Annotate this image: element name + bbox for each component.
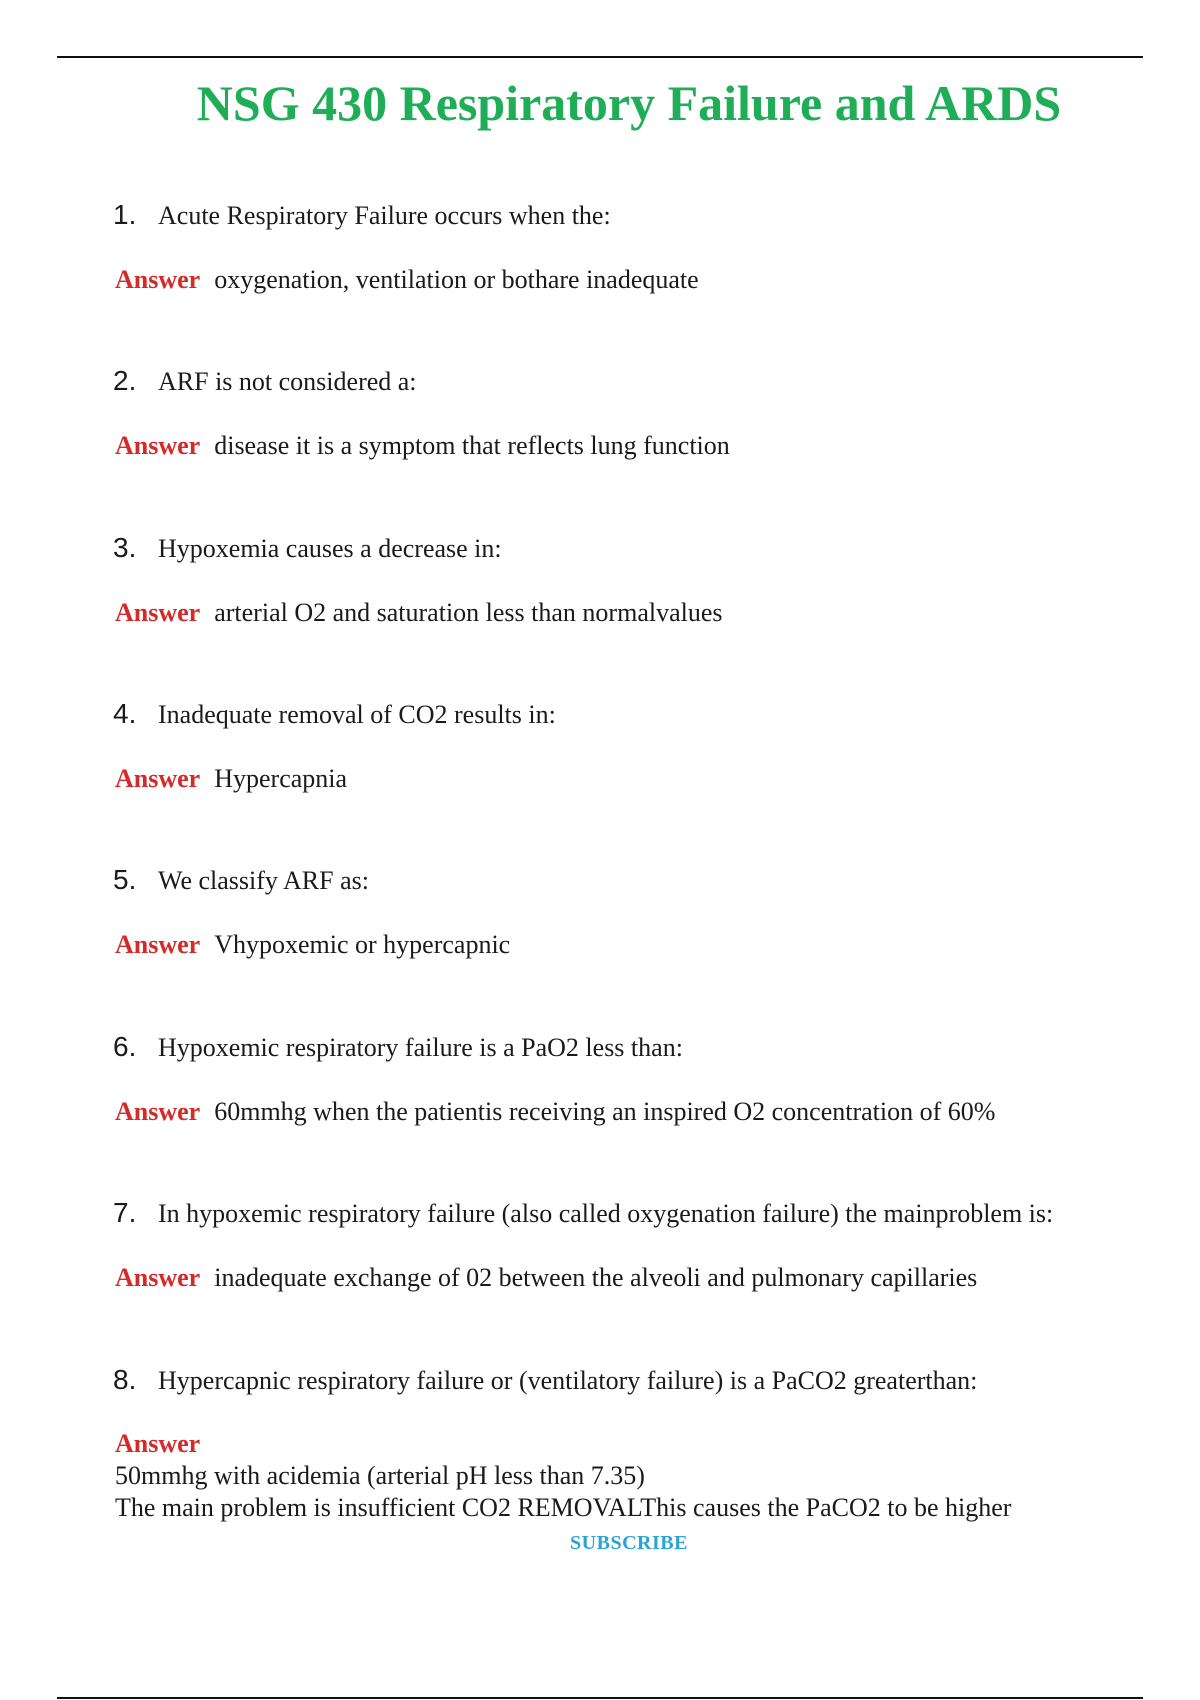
answer-label: Answer [115, 1429, 201, 1458]
question-text: Hypercapnic respiratory failure or (ventilatory failure) is a PaCO2 greaterthan: [158, 1366, 978, 1395]
question-number: 4. [113, 698, 137, 729]
question [113, 531, 502, 566]
answer-text: inadequate exchange of 02 between the alveoli and pulmonary capillaries [214, 1263, 978, 1292]
question [113, 198, 611, 233]
document-title: NSG 430 Respiratory Failure and ARDS [196, 75, 1062, 131]
answer-text: Vhypoxemic or hypercapnic [214, 930, 511, 959]
answer-label: Answer [115, 1263, 201, 1292]
question-text: Hypoxemic respiratory failure is a PaO2 less than: [158, 1033, 683, 1062]
question-number: 2. [113, 365, 137, 396]
question-number: 1. [113, 199, 137, 230]
question [113, 863, 369, 898]
answer-label: Answer [115, 598, 201, 627]
answer-label: Answer [115, 431, 201, 460]
question-number: 3. [113, 532, 137, 563]
answer [115, 762, 347, 796]
answer-text-line: The main problem is insufficient CO2 REMOVALThis causes the PaCO2 to be higher [115, 1493, 1012, 1522]
bottom-divider [57, 1697, 1143, 1699]
answer [115, 263, 699, 297]
question-number: 5. [113, 864, 137, 895]
question-text: Acute Respiratory Failure occurs when the: [158, 201, 611, 230]
answer [115, 1095, 995, 1129]
answer [115, 1428, 1011, 1524]
question [113, 1363, 977, 1398]
answer-label: Answer [115, 764, 201, 793]
question [113, 1030, 683, 1065]
question [113, 1196, 1053, 1231]
answer-text: disease it is a symptom that reflects lung function [214, 431, 730, 460]
answer-label: Answer [115, 1097, 201, 1126]
question-number: 6. [113, 1031, 137, 1062]
question-text: Inadequate removal of CO2 results in: [158, 700, 556, 729]
answer-text: oxygenation, ventilation or bothare inadequate [214, 265, 699, 294]
question-text: We classify ARF as: [158, 866, 369, 895]
answer-label: Answer [115, 265, 201, 294]
answer-text: arterial O2 and saturation less than normalvalues [214, 598, 723, 627]
question [113, 697, 556, 732]
answer [115, 928, 510, 962]
subscribe-link[interactable]: SUBSCRIBE [570, 1532, 688, 1554]
question-number: 7. [113, 1197, 137, 1228]
question-text: In hypoxemic respiratory failure (also called oxygenation failure) the mainproblem is: [158, 1199, 1054, 1228]
answer [115, 596, 723, 630]
answer-text-line: 50mmhg with acidemia (arterial pH less than 7.35) [115, 1461, 645, 1490]
question [113, 364, 417, 399]
question-text: ARF is not considered a: [158, 367, 417, 396]
answer [115, 429, 730, 463]
answer-text: Hypercapnia [214, 764, 348, 793]
answer-text: 60mmhg when the patientis receiving an inspired O2 concentration of 60% [214, 1097, 996, 1126]
answer-label: Answer [115, 930, 201, 959]
answer [115, 1261, 977, 1295]
question-text: Hypoxemia causes a decrease in: [158, 534, 502, 563]
top-divider [57, 56, 1143, 58]
question-number: 8. [113, 1364, 137, 1395]
